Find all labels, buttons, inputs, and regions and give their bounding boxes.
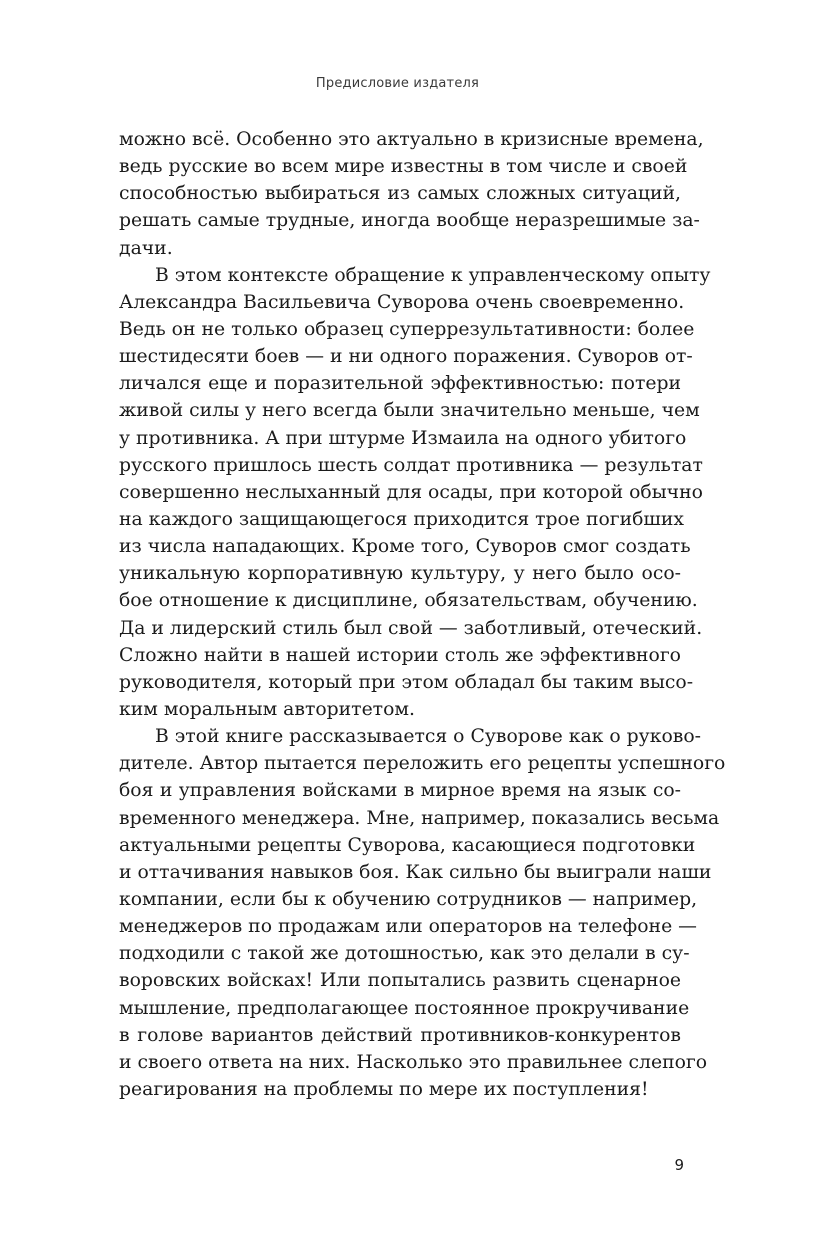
text-line: можно всё. Особенно это актуально в кризисные времена, [119,129,704,150]
text-line: решать самые трудные, иногда вообще неразрешимые за- [119,210,700,232]
text-line: дителе. Автор пытается переложить его рецепты успешного [119,753,726,775]
text-line: личался еще и поразительной эффективностью: потери [119,373,681,395]
text-line: бое отношение к дисциплине, обязательствам, обучению. [119,590,698,612]
text-line: совершенно неслыханный для осады, при которой обычно [119,481,703,503]
paragraph [119,262,711,723]
text-line: подходили с такой же дотошностью, как это делали в су- [119,943,690,965]
text-line: у противника. А при штурме Измаила на одного убитого [119,427,687,449]
text-line: на каждого защищающегося приходится трое погибших [119,508,685,530]
paragraph [119,723,726,1103]
text-line: руководителя, который при этом обладал бы таким высо- [119,671,694,693]
text-line: и своего ответа на них. Насколько это правильнее слепого [119,1051,708,1073]
text-line: Александра Васильевича Суворова очень своевременно. [119,291,685,313]
text-line: Да и лидерский стиль был свой — заботливый, отеческий. [119,617,703,639]
text-line: русского пришлось шесть солдат противника — результат [119,454,703,476]
text-line: В этом контексте обращение к управленческому опыту [155,264,711,286]
text-line: Ведь он не только образец суперрезультативности: более [119,318,695,340]
text-line: дачи. [119,237,173,259]
running-head: Предисловие издателя [315,76,480,91]
text-line: воровских войсках! Или попытались развить сценарное [119,970,681,992]
text-line: живой силы у него всегда были значительно меньше, чем [119,400,700,422]
text-line: реагирования на проблемы по мере их поступления! [119,1078,649,1100]
text-line: способностью выбираться из самых сложных ситуаций, [119,183,681,205]
text-line: в голове вариантов действий противников-конкурентов [119,1024,681,1046]
page-number: 9 [674,1156,684,1174]
text-line: и оттачивания навыков боя. Как сильно бы выиграли наши [119,861,712,883]
text-line: В этой книге рассказывается о Суворове как о руково- [155,726,702,748]
text-line: из числа нападающих. Кроме того, Суворов смог создать [119,536,691,558]
text-line: боя и управления войсками в мирное время на язык со- [119,780,681,802]
body-text [119,126,726,1103]
text-line: менеджеров по продажам или операторов на телефоне — [119,916,697,938]
text-line: ким моральным авторитетом. [119,698,415,720]
text-line: Сложно найти в нашей истории столь же эффективного [119,644,681,666]
text-line: временного менеджера. Мне, например, показались весьма [119,807,720,829]
text-line: шестидесяти боев — и ни одного поражения. Суворов от- [119,346,693,368]
text-line: актуальными рецепты Суворова, касающиеся подготовки [119,834,696,856]
paragraph [119,126,704,262]
text-line: компании, если бы к обучению сотрудников — например, [119,888,698,910]
text-line: уникальную корпоративную культуру, у него было осо- [119,563,681,585]
text-line: ведь русские во всем мире известны в том числе и своей [119,156,688,178]
text-line: мышление, предполагающее постоянное прокручивание [119,997,690,1019]
